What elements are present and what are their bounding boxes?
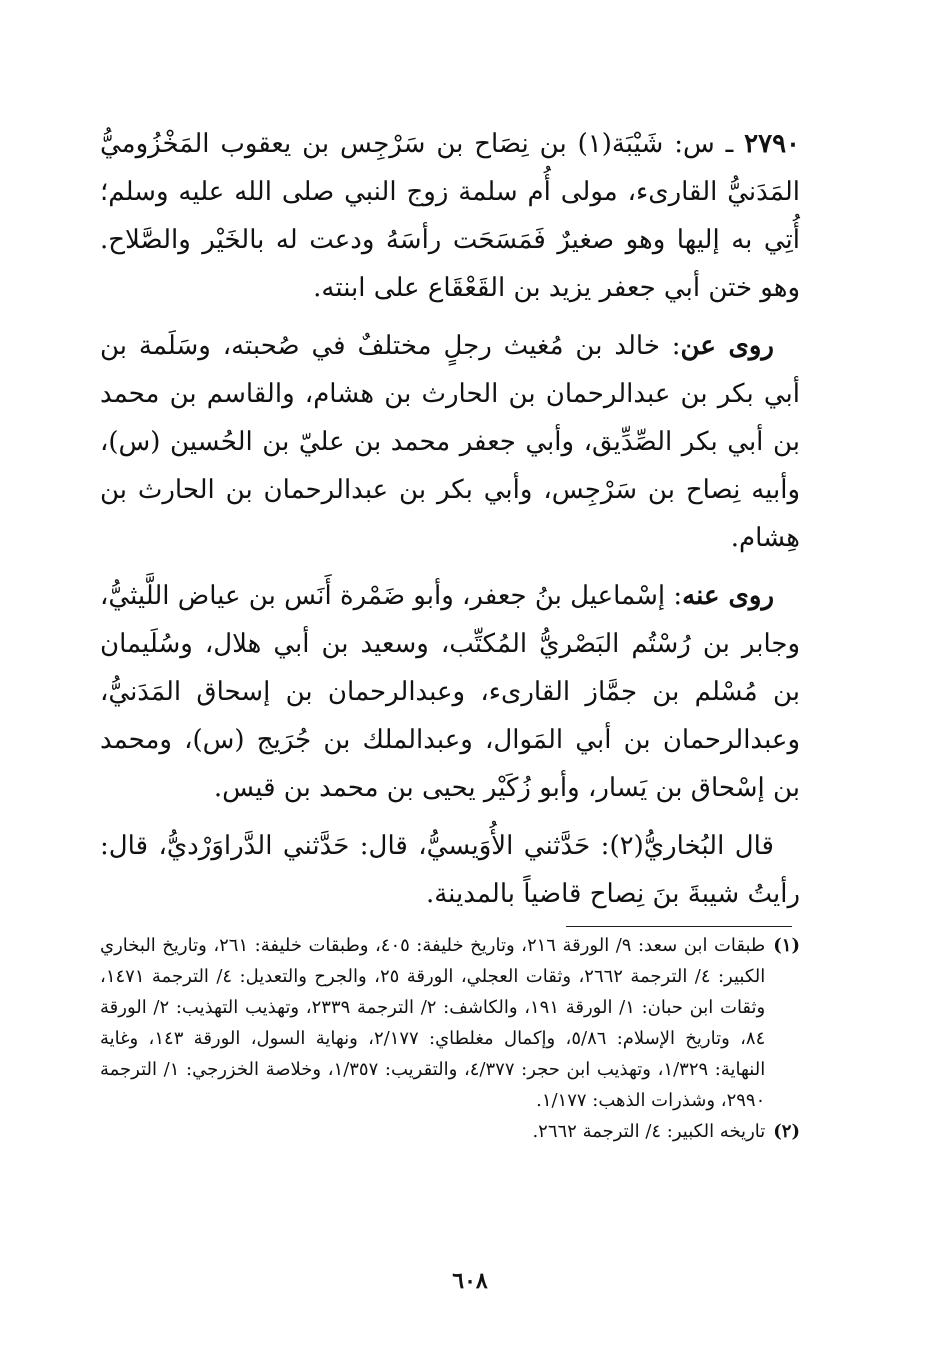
- footnote-divider: [566, 926, 792, 927]
- entry-intro-text: ـ س: شَيْبَة(١) بن نِصَاح بن سَرْجِس بن يعقوب المَخْزُوميُّ المَدَنيُّ القارىء، مولى أُم سلمة زوج النبي صلى الله عليه وسلم؛ أُتِي به إليها وهو صغيرٌ فَمَسَحَت رأسَهُ ودعت له بالخَيْر والصَّلاح. وهو ختن أبي جعفر يزيد بن القَعْقَاع على ابنته.: [100, 129, 800, 303]
- narrators-from-him-paragraph: [100, 572, 800, 812]
- narrated-from-label: روى عن: [680, 331, 774, 361]
- entry-intro: [100, 120, 800, 312]
- entry-number: ٢٧٩٠: [744, 129, 800, 159]
- narrators-from-him-text: : إسْماعيل بنُ جعفر، وأبو ضَمْرة أَنَس بن عياض اللَّيثيُّ، وجابر بن رُسْتُم البَصْريُّ المُكتِّب، وسعيد بن أبي هلال، وسُلَيمان بن مُسْلم بن جمَّاز القارىء، وعبدالرحمان بن إسحاق المَدَنيُّ، وعبدالرحمان بن أبي المَوال، وعبدالملك بن جُرَيج (س)، ومحمد بن إسْحاق بن يَسار، وأبو زُكَيْر يحيى بن محمد بن قيس.: [100, 581, 800, 803]
- narrated-from-paragraph: [100, 322, 800, 562]
- biography-entry: [100, 120, 800, 918]
- footnotes: [100, 930, 800, 1147]
- footnote-text: طبقات ابن سعد: ٩/ الورقة ٢١٦، وتاريخ خليفة: ٤٠٥، وطبقات خليفة: ٢٦١، وتاريخ البخاري الكبير: ٤/ الترجمة ٢٦٦٢، وثقات العجلي، الورقة ٢٥، والجرح والتعديل: ٤/ الترجمة ١٤٧١، وثقات ابن حبان: ١/ الورقة ١٩١، والكاشف: ٢/ الترجمة ٢٣٣٩، وتهذيب التهذيب: ٢/ الورقة ٨٤، وتاريخ الإسلام: ٥/٨٦، وإكمال مغلطاي: ٢/١٧٧، ونهاية السول، الورقة ١٤٣، وغاية النهاية: ١/٣٢٩، وتهذيب ابن حجر: ٤/٣٧٧، والتقريب: ١/٣٥٧، وخلاصة الخزرجي: ١/ الترجمة ٢٩٩٠، وشذرات الذهب: ١/١٧٧.: [100, 935, 766, 1111]
- bukhari-quote: قال البُخاريُّ(٢): حَدَّثني الأُوَيسيُّ، قال: حَدَّثني الدَّراوَرْديُّ، قال: رأيتُ شيبةَ بنَ نِصاح قاضياً بالمدينة.: [100, 831, 800, 909]
- footnote-text: تاريخه الكبير: ٤/ الترجمة ٢٦٦٢.: [532, 1121, 766, 1142]
- footnote-marker: (١): [773, 935, 800, 956]
- footnote-1: [100, 930, 800, 1116]
- narrated-from-text: : خالد بن مُغيث رجلٍ مختلفٌ في صُحبته، وسَلَمة بن أبي بكر بن عبدالرحمان بن الحارث بن هشام، والقاسم بن محمد بن أبي بكر الصِّدِّيق، وأبي جعفر محمد بن عليّ بن الحُسين (س)، وأبيه نِصاح بن سَرْجِس، وأبي بكر بن عبدالرحمان بن الحارث بن هِشام.: [100, 331, 800, 553]
- footnote-marker: (٢): [773, 1121, 800, 1142]
- page-number: ٦٠٨: [452, 1268, 488, 1294]
- footnote-2: [100, 1116, 800, 1147]
- narrators-from-him-label: روى عنه: [682, 581, 774, 611]
